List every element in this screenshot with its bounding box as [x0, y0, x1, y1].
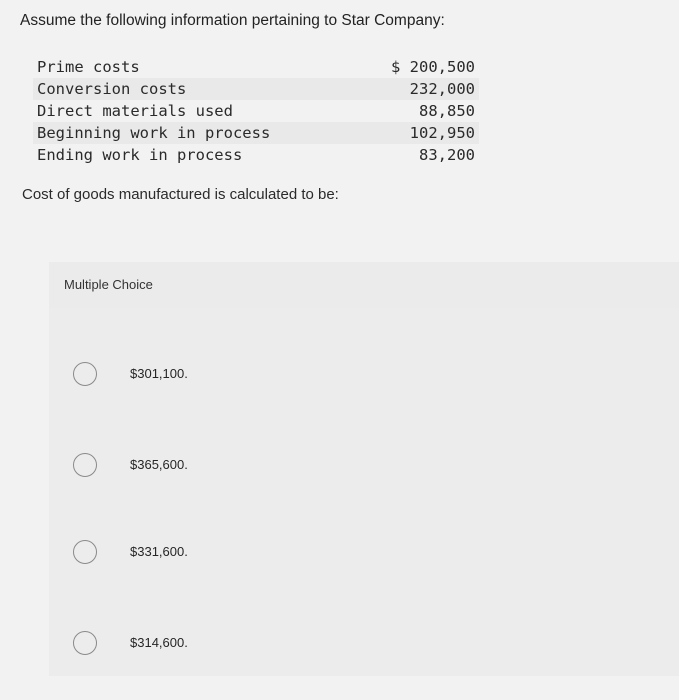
choice-option-a[interactable] — [49, 346, 679, 406]
cost-data-table — [33, 56, 479, 166]
row-value: $ 200,500 — [391, 58, 475, 76]
row-label: Conversion costs — [37, 80, 187, 98]
choice-text: $301,100. — [130, 366, 188, 381]
row-value: 83,200 — [419, 146, 475, 164]
row-label: Prime costs — [37, 58, 140, 76]
choice-text: $331,600. — [130, 544, 188, 559]
table-row — [33, 78, 479, 100]
row-value: 88,850 — [419, 102, 475, 120]
table-row — [33, 144, 479, 166]
choice-option-c[interactable] — [49, 524, 679, 584]
choice-text: $365,600. — [130, 457, 188, 472]
multiple-choice-panel — [49, 262, 679, 676]
row-value: 102,950 — [409, 124, 475, 142]
choice-option-b[interactable] — [49, 437, 679, 497]
choices-list — [49, 308, 679, 676]
table-row — [33, 100, 479, 122]
radio-button[interactable] — [73, 453, 97, 477]
table-row — [33, 56, 479, 78]
row-value: 232,000 — [409, 80, 475, 98]
radio-button[interactable] — [73, 362, 97, 386]
multiple-choice-label: Multiple Choice — [64, 277, 153, 292]
row-label: Direct materials used — [37, 102, 233, 120]
multiple-choice-header — [49, 262, 679, 308]
question-title: Assume the following information pertaining to Star Company: — [20, 12, 445, 29]
question-prompt: Cost of goods manufactured is calculated to be: — [22, 186, 339, 203]
radio-button[interactable] — [73, 540, 97, 564]
row-label: Ending work in process — [37, 146, 243, 164]
row-label: Beginning work in process — [37, 124, 271, 142]
radio-button[interactable] — [73, 631, 97, 655]
table-row — [33, 122, 479, 144]
choice-text: $314,600. — [130, 635, 188, 650]
choice-option-d[interactable] — [49, 615, 679, 675]
